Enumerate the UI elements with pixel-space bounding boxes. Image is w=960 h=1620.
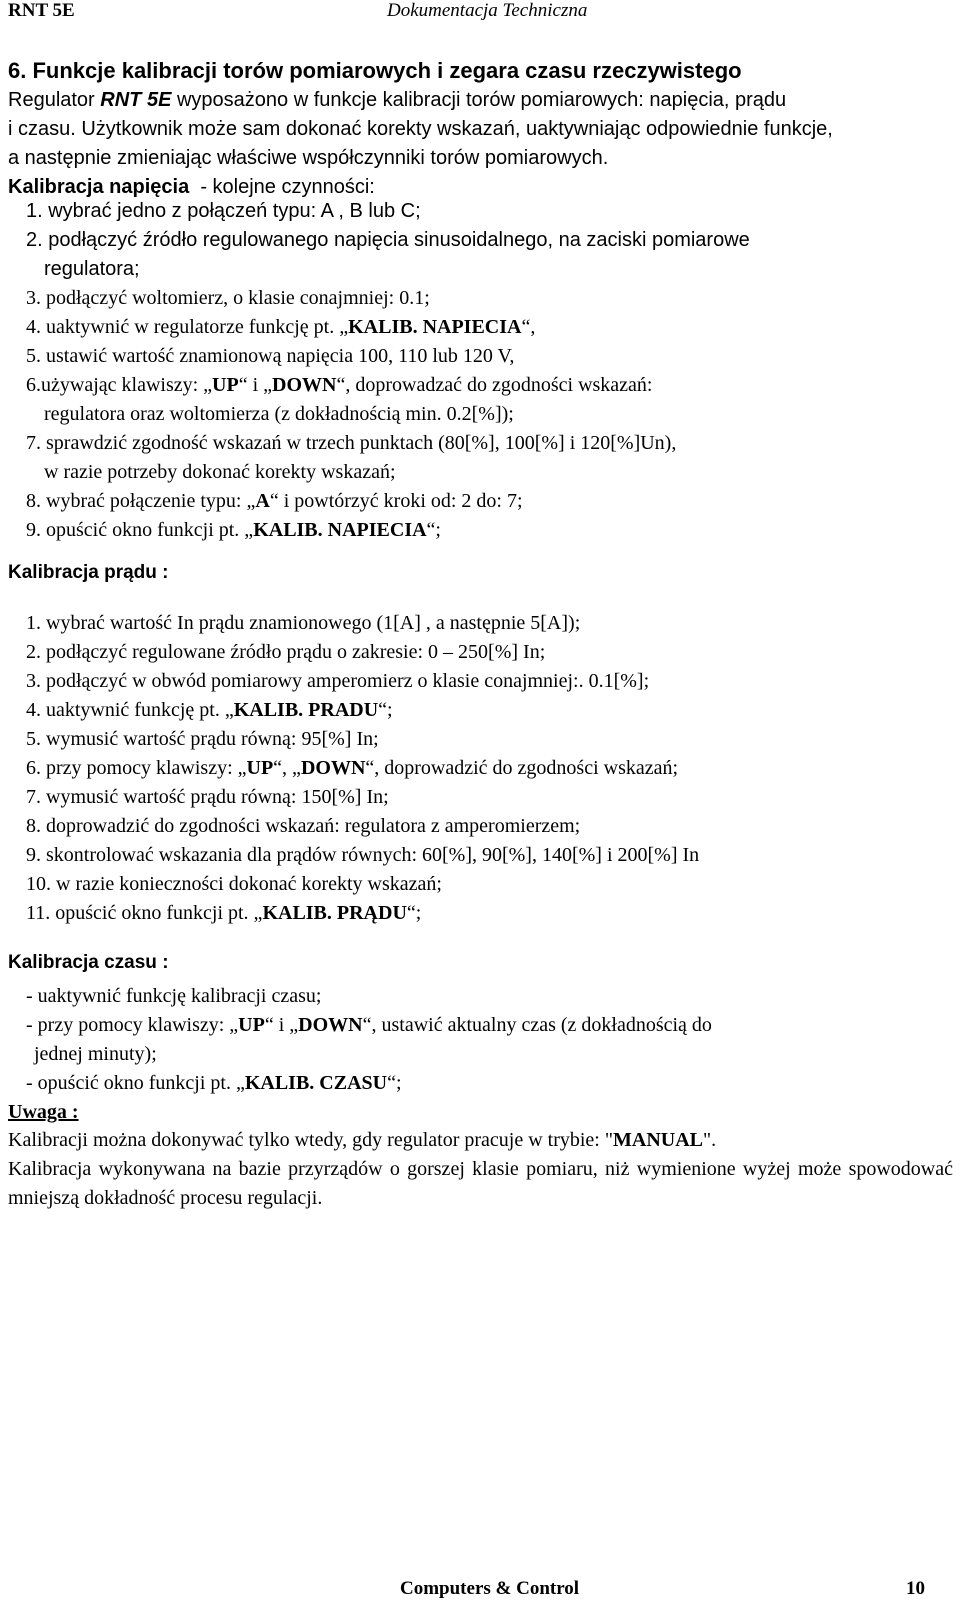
current-step-6: 6. przy pomocy klawiszy: „UP“, „DOWN“, doprowadzić do zgodności wskazań; — [26, 757, 679, 779]
voltage-step-2-cont: regulatora; — [44, 258, 140, 280]
page-number: 10 — [906, 1578, 925, 1599]
voltage-step-7: 7. sprawdzić zgodność wskazań w trzech punktach (80[%], 100[%] i 120[%]Un), — [26, 432, 677, 454]
current-step-10: 10. w razie konieczności dokonać korekty wskazań; — [26, 873, 442, 895]
time-step-1: - uaktywnić funkcję kalibracji czasu; — [26, 985, 322, 1007]
voltage-step-5: 5. ustawić wartość znamionową napięcia 100, 110 lub 120 V, — [26, 345, 515, 367]
current-step-5: 5. wymusić wartość prądu równą: 95[%] In; — [26, 728, 379, 750]
time-heading: Kalibracja czasu : — [8, 952, 169, 973]
intro-line-1: Regulator RNT 5E wyposażono w funkcje kalibracji torów pomiarowych: napięcia, prądu — [8, 89, 787, 111]
current-step-8: 8. doprowadzić do zgodności wskazań: regulatora z amperomierzem; — [26, 815, 581, 837]
voltage-step-2: 2. podłączyć źródło regulowanego napięcia sinusoidalnego, na zaciski pomiarowe — [26, 229, 750, 251]
voltage-step-6: 6.używając klawiszy: „UP“ i „DOWN“, doprowadzać do zgodności wskazań: — [26, 374, 653, 396]
voltage-heading: Kalibracja napięcia - kolejne czynności: — [8, 176, 375, 198]
warning-paragraph-2: Kalibracja wykonywana na bazie przyrządów o gorszej klasie pomiaru, niż wymienione wyżej może spowodować mniejszą dokładność procesu regulacji. — [8, 1158, 953, 1209]
intro-line-2: i czasu. Użytkownik może sam dokonać korekty wskazań, uaktywniając odpowiednie funkcje, — [8, 118, 833, 140]
current-step-4: 4. uaktywnić funkcję pt. „KALIB. PRADU“; — [26, 699, 393, 721]
voltage-step-6-cont: regulatora oraz woltomierza (z dokładnością min. 0.2[%]); — [44, 403, 514, 425]
current-step-3: 3. podłączyć w obwód pomiarowy amperomierz o klasie conajmniej:. 0.1[%]; — [26, 670, 650, 692]
intro-paragraph — [8, 86, 833, 202]
warning-paragraph-1: Kalibracji można dokonywać tylko wtedy, gdy regulator pracuje w trybie: "MANUAL". — [8, 1129, 717, 1151]
voltage-step-1: 1. wybrać jedno z połączeń typu: A , B lub C; — [26, 200, 421, 222]
time-step-2: - przy pomocy klawiszy: „UP“ i „DOWN“, ustawić aktualny czas (z dokładnością do — [26, 1014, 712, 1036]
time-step-3: - opuścić okno funkcji pt. „KALIB. CZASU“; — [26, 1072, 402, 1094]
voltage-step-4: 4. uaktywnić w regulatorze funkcję pt. „KALIB. NAPIECIA“, — [26, 316, 536, 338]
current-step-7: 7. wymusić wartość prądu równą: 150[%] In; — [26, 786, 389, 808]
section-title: 6. Funkcje kalibracji torów pomiarowych i zegara czasu rzeczywistego — [8, 58, 742, 83]
warning-text — [8, 1126, 953, 1213]
current-step-11: 11. opuścić okno funkcji pt. „KALIB. PRĄDU“; — [26, 902, 422, 924]
header-product: RNT 5E — [8, 0, 75, 21]
current-step-2: 2. podłączyć regulowane źródło prądu o zakresie: 0 – 250[%] In; — [26, 641, 546, 663]
warning-heading: Uwaga : — [8, 1101, 79, 1123]
intro-line-3: a następnie zmieniając właściwe współczynniki torów pomiarowych. — [8, 147, 609, 169]
product-name: RNT 5E — [100, 89, 172, 111]
current-heading: Kalibracja prądu : — [8, 562, 169, 583]
voltage-step-8: 8. wybrać połączenie typu: „A“ i powtórzyć kroki od: 2 do: 7; — [26, 490, 523, 512]
header-doc-type: Dokumentacja Techniczna — [387, 0, 588, 21]
current-step-9: 9. skontrolować wskazania dla prądów równych: 60[%], 90[%], 140[%] i 200[%] In — [26, 844, 700, 866]
voltage-step-9: 9. opuścić okno funkcji pt. „KALIB. NAPIECIA“; — [26, 519, 441, 541]
current-step-1: 1. wybrać wartość In prądu znamionowego (1[A] , a następnie 5[A]); — [26, 612, 581, 634]
voltage-step-3: 3. podłączyć woltomierz, o klasie conajmniej: 0.1; — [26, 287, 430, 309]
time-step-2-cont: jednej minuty); — [34, 1043, 157, 1065]
voltage-step-7-cont: w razie potrzeby dokonać korekty wskazań; — [44, 461, 396, 483]
footer-company: Computers & Control — [400, 1578, 580, 1599]
